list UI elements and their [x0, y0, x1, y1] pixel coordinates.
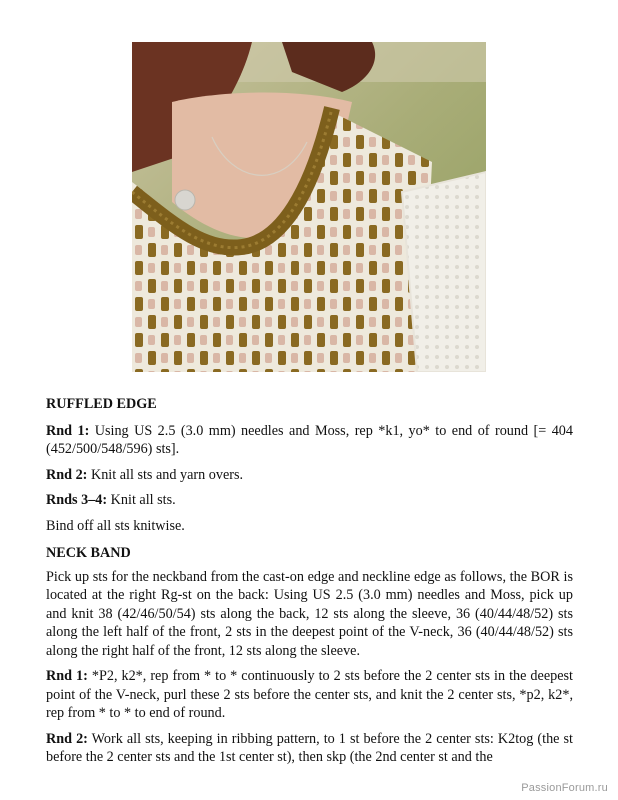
neck-band-section — [46, 544, 573, 767]
sweater-photo — [132, 42, 486, 372]
neck-rnd2 — [46, 730, 573, 767]
ruffled-rnd2-text: Knit all sts and yarn overs. — [87, 466, 244, 483]
ruffled-rnd1-lead: Rnd 1: — [46, 422, 90, 439]
ruffled-rnd34-lead: Rnds 3–4: — [46, 492, 108, 508]
neck-rnd1-text: *P2, k2*, rep from * to * continuously to 2 sts before the 2 center sts in the deepest point of the V-neck, purl these 2 sts before the center sts, and knit the 2 center sts, *p2, k2*, rep from * to * to end of round. — [46, 668, 573, 721]
ruffled-rnd2-lead: Rnd 2: — [46, 466, 88, 483]
neck-rnd2-text: Work all sts, keeping in ribbing pattern, to 1 st before the 2 center sts: K2tog (the st before the 2 center sts and the 1st center st), then skp (the 2nd center st and the — [46, 730, 573, 765]
ruffled-rnd1 — [46, 422, 573, 459]
neck-rnd1 — [46, 667, 573, 723]
neck-band-heading: NECK BAND — [46, 545, 131, 561]
ruffled-edge-heading: RUFFLED EDGE — [46, 396, 157, 412]
neck-band-intro: Pick up sts for the neckband from the cast-on edge and neckline edge as follows, the BOR is located at the right Rg-st on the back: Using US 2.5 (3.0 mm) needles and Moss, pick up and knit 38 (42/46/50/54) sts along the back, 12 sts along the sleeve, 36 (40/44/48/52) sts along the left half of the front, 2 sts in the deepest point of the V-neck, 36 (40/44/48/52) sts along the right half of the front, 12 sts along the sleeve. — [46, 568, 573, 659]
ruffled-rnd34-text: Knit all sts. — [107, 492, 176, 508]
ruffled-bind-off: Bind off all sts knitwise. — [46, 517, 185, 534]
ruffled-edge-section — [46, 395, 573, 535]
ruffled-rnd2 — [46, 466, 573, 485]
watermark: PassionForum.ru — [521, 782, 608, 794]
ruffled-rnd34 — [46, 491, 573, 510]
neck-rnd2-lead: Rnd 2: — [46, 730, 88, 747]
neck-rnd1-lead: Rnd 1: — [46, 668, 88, 684]
ruffled-rnd1-text: Using US 2.5 (3.0 mm) needles and Moss, rep *k1, yo* to end of round [= 404 (452/500/548/596) sts]. — [46, 422, 573, 457]
